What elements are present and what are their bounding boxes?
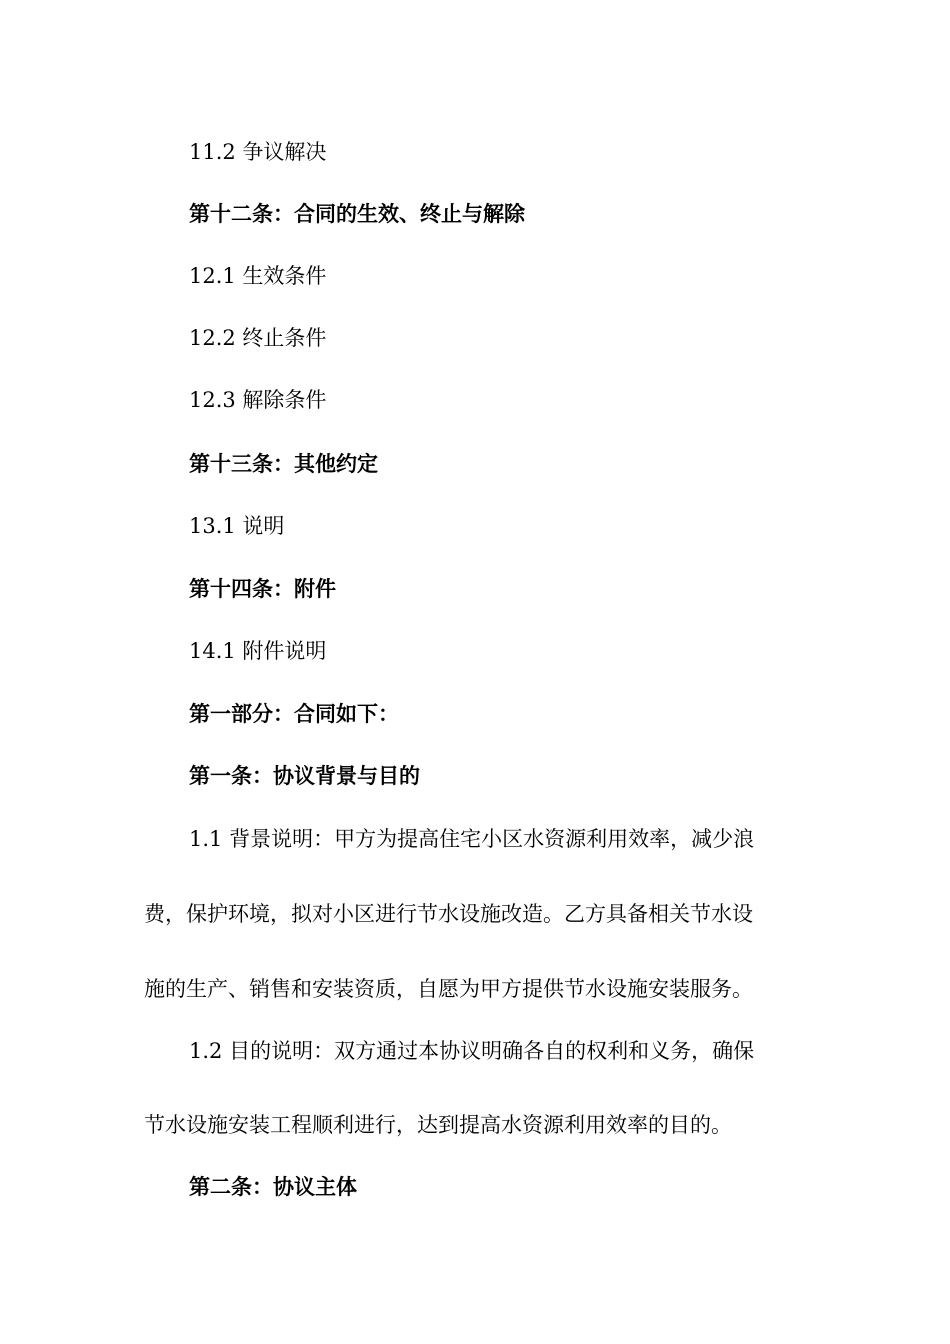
article-12-heading: 第十二条：合同的生效、终止与解除 bbox=[189, 202, 525, 226]
section-12-1-text: 12.1 生效条件 bbox=[189, 264, 327, 288]
article-2-heading: 第二条：协议主体 bbox=[189, 1175, 357, 1199]
section-1-2-line-1: 1.2 目的说明：双方通过本协议明确各自的权利和义务，确保 bbox=[189, 1039, 755, 1063]
article-1-heading: 第一条：协议背景与目的 bbox=[189, 764, 420, 788]
section-12-2-text: 12.2 终止条件 bbox=[189, 326, 327, 350]
article-13-heading: 第十三条：其他约定 bbox=[189, 452, 378, 476]
part-one-heading: 第一部分：合同如下： bbox=[189, 702, 399, 726]
section-14-1-text: 14.1 附件说明 bbox=[189, 639, 327, 663]
section-1-1-line-3: 施的生产、销售和安装资质，自愿为甲方提供节水设施安装服务。 bbox=[144, 977, 753, 1001]
section-1-1-line-1: 1.1 背景说明：甲方为提高住宅小区水资源利用效率，减少浪 bbox=[189, 827, 755, 851]
section-13-1-text: 13.1 说明 bbox=[189, 514, 285, 538]
article-14-heading: 第十四条：附件 bbox=[189, 577, 336, 601]
section-1-2-line-2: 节水设施安装工程顺利进行，达到提高水资源利用效率的目的。 bbox=[144, 1113, 732, 1137]
section-1-1-line-2: 费，保护环境，拟对小区进行节水设施改造。乙方具备相关节水设 bbox=[144, 902, 753, 926]
section-12-3-text: 12.3 解除条件 bbox=[189, 388, 327, 412]
section-11-2-text: 11.2 争议解决 bbox=[189, 140, 327, 164]
